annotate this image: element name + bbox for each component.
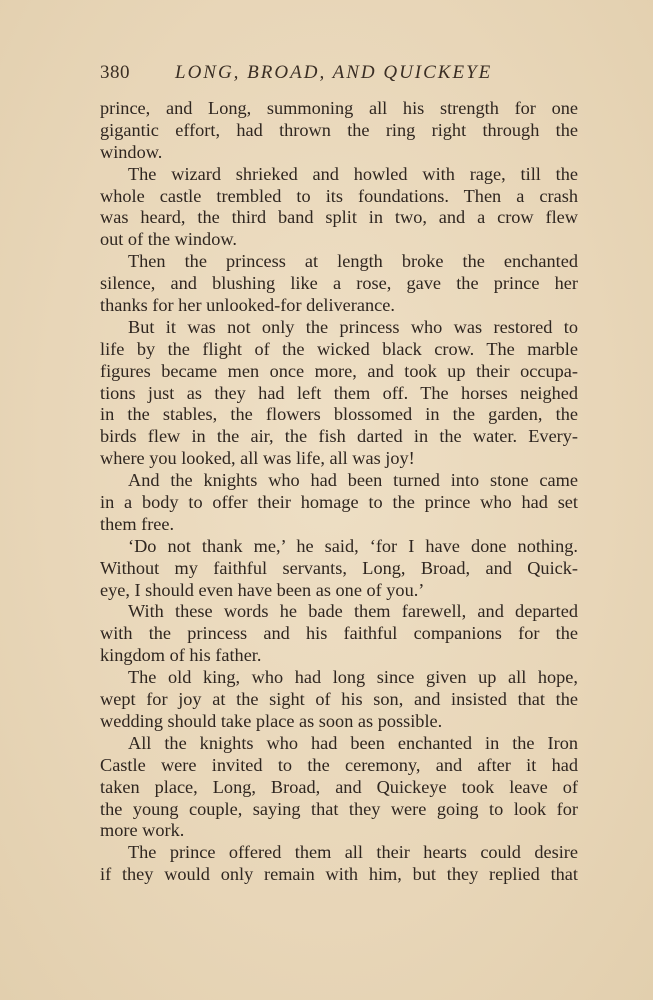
running-title: LONG, BROAD, AND QUICKEYE: [175, 62, 493, 83]
text-line: was heard, the third band split in two, and a crow flew: [100, 207, 578, 228]
text-line: All the knights who had been enchanted in the Iron: [128, 732, 578, 753]
text-line: With these words he bade them farewell, and departed: [128, 601, 578, 622]
text-line: prince, and Long, summoning all his strength for one: [100, 98, 578, 118]
text-line: with the princess and his faithful companions for the: [100, 623, 578, 644]
text-line: where you looked, all was life, all was joy!: [100, 448, 415, 469]
text-line: And the knights who had been turned into stone came: [128, 470, 578, 491]
text-line: them free.: [100, 513, 175, 534]
text-line: window.: [100, 141, 163, 162]
text-line: taken place, Long, Broad, and Quickeye took leave of: [100, 776, 578, 797]
text-line: The old king, who had long since given up all hope,: [128, 667, 578, 688]
text-line: Castle were invited to the ceremony, and after it had: [100, 754, 578, 775]
text-line: But it was not only the princess who was restored to: [128, 316, 578, 337]
text-line: birds flew in the air, the fish darted in the water. Every-: [100, 426, 578, 447]
text-line: in a body to offer their homage to the prince who had set: [100, 492, 578, 513]
text-line: silence, and blushing like a rose, gave the prince her: [100, 273, 578, 294]
text-line: wedding should take place as soon as possible.: [100, 710, 443, 731]
text-line: figures became men once more, and took up their occupa-: [100, 360, 578, 381]
page-number: 380: [100, 62, 130, 83]
text-line: Then the princess at length broke the enchanted: [128, 251, 578, 272]
text-line: The wizard shrieked and howled with rage, till the: [128, 163, 578, 184]
body-text: [100, 98, 578, 886]
text-line: wept for joy at the sight of his son, and insisted that the: [100, 689, 578, 710]
text-line: kingdom of his father.: [100, 645, 262, 666]
text-line: ‘Do not thank me,’ he said, ‘for I have done nothing.: [128, 535, 578, 556]
text-line: life by the flight of the wicked black crow. The marble: [100, 338, 578, 359]
text-line: Without my faithful servants, Long, Broad, and Quick-: [100, 557, 578, 578]
text-line: thanks for her unlooked-for deliverance.: [100, 295, 395, 316]
page-header: [100, 62, 580, 90]
text-line: if they would only remain with him, but they replied that: [100, 864, 578, 885]
text-line: The prince offered them all their hearts could desire: [128, 842, 578, 863]
text-line: gigantic effort, had thrown the ring right through the: [100, 119, 578, 140]
text-line: more work.: [100, 820, 185, 841]
text-line: tions just as they had left them off. The horses neighed: [100, 382, 578, 403]
text-line: out of the window.: [100, 229, 237, 250]
text-line: in the stables, the flowers blossomed in the garden, the: [100, 404, 578, 425]
text-line: whole castle trembled to its foundations. Then a crash: [100, 185, 578, 206]
text-line: the young couple, saying that they were going to look for: [100, 798, 578, 819]
text-line: eye, I should even have been as one of you.’: [100, 579, 425, 600]
